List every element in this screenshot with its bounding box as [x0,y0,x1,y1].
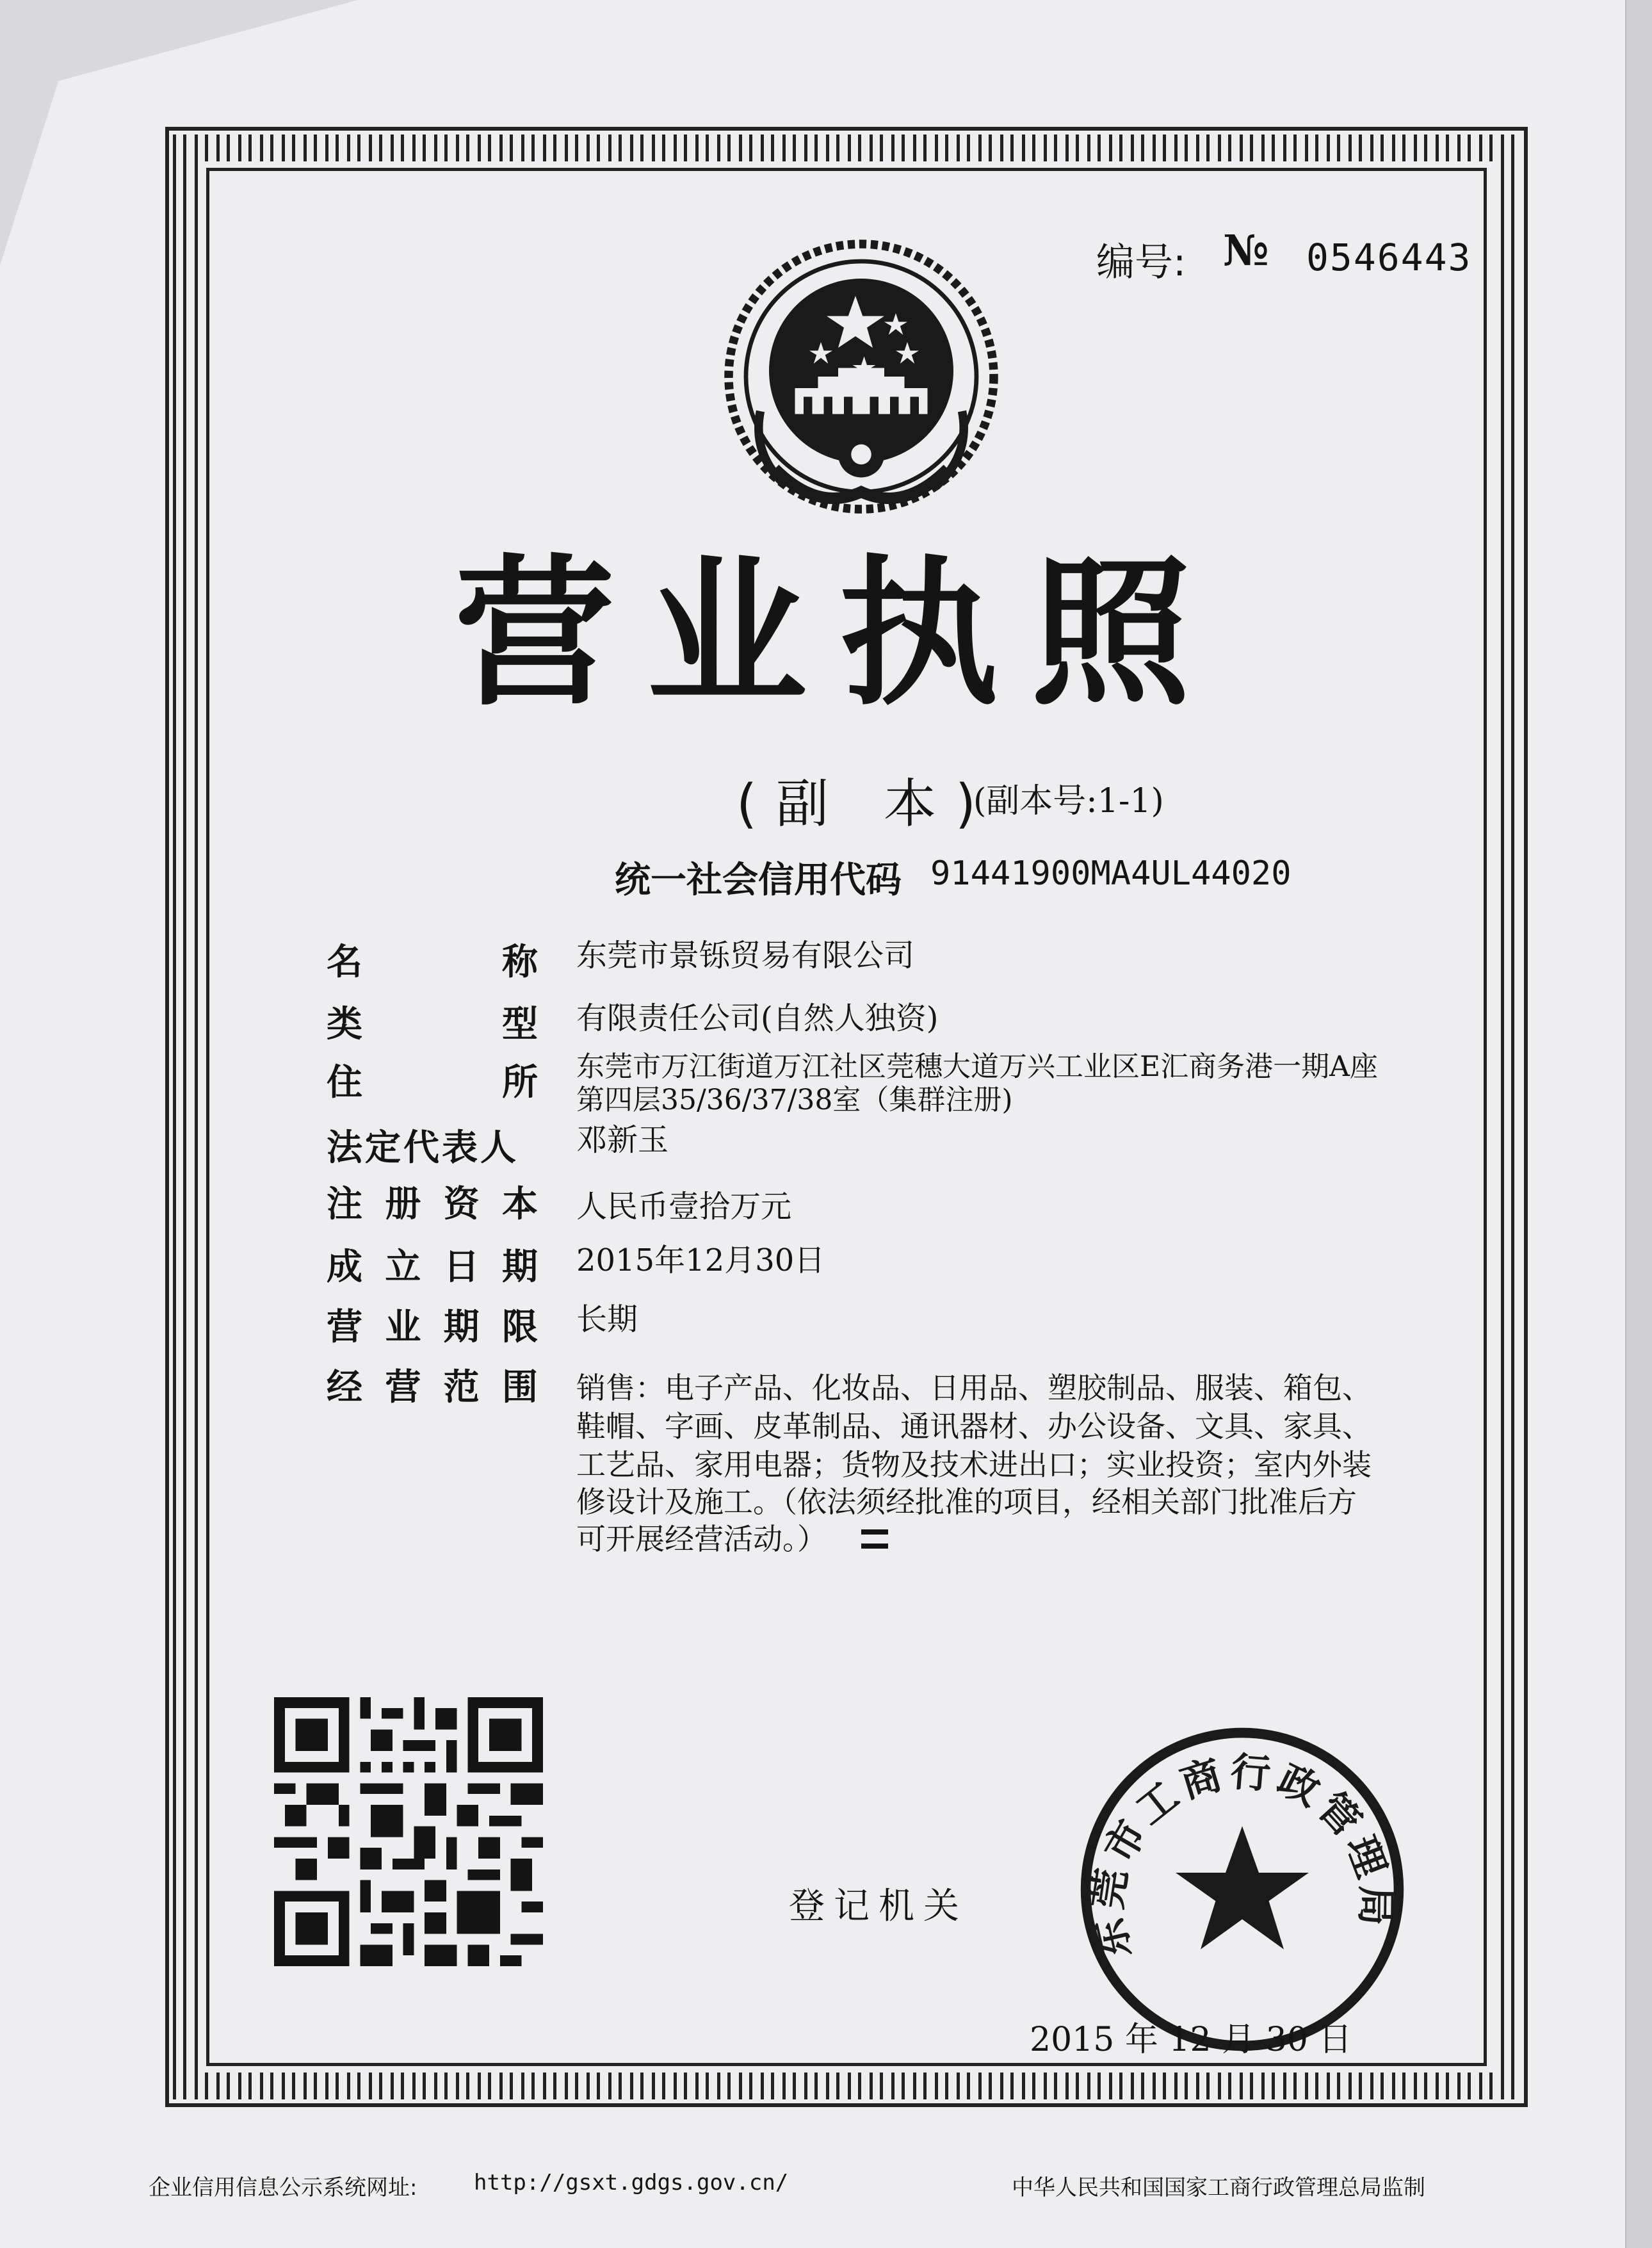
legal-rep-label: 法定代表人 [327,1127,519,1169]
capital-value: 人民币壹拾万元 [576,1189,792,1225]
end-mark [861,1529,888,1549]
credit-code-value: 91441900MA4UL44020 [930,854,1292,893]
address-label: 住 所 [327,1062,538,1104]
document-title: 营业执照 [455,541,1223,727]
credit-code-label: 统一社会信用代码 [615,859,902,901]
name-label: 名 称 [327,941,538,983]
scope-line: 修设计及施工。（依法须经批准的项目，经相关部门批准后方 [576,1485,1357,1519]
seal-text: 东莞市工商行政管理局 [1083,1748,1400,1964]
address-value: 东莞市万江街道万江社区莞穗大道万兴工业区E汇商务港一期A座 第四层35/36/37/38室（集群注册) [576,1050,1378,1116]
established-value: 2015年12月30日 [576,1242,825,1278]
established-label: 成 立 日 期 [327,1246,538,1288]
national-emblem-icon [717,238,1005,526]
scan-edge [1625,0,1652,2248]
serial-number: 0546443 [1306,236,1472,279]
registration-authority-label: 登记机关 [789,1886,968,1927]
capital-label: 注 册 资 本 [327,1184,538,1225]
qr-code-icon [274,1697,543,1966]
official-seal-icon [1076,1723,1409,2056]
serial-label: 编号: [1096,240,1186,285]
scope-line: 可开展经营活动。） [576,1522,827,1556]
copy-label: (副 本) [736,774,996,835]
copy-number: (副本号:1-1) [973,782,1164,820]
scope-line: 工艺品、家用电器；货物及技术进出口；实业投资；室内外装 [576,1447,1372,1482]
scope-line: 销售：电子产品、化妆品、日用品、塑胶制品、服装、箱包、 [576,1371,1372,1405]
serial-symbol: № [1223,225,1269,275]
type-value: 有限责任公司(自然人独资) [576,1000,939,1036]
footer-website-url: http://gsxt.gdgs.gov.cn/ [474,2170,789,2195]
footer-website-label: 企业信用信息公示系统网址: [149,2175,417,2201]
term-value: 长期 [576,1301,638,1337]
legal-rep-value: 邓新玉 [576,1122,669,1158]
footer-supervisor: 中华人民共和国国家工商行政管理总局监制 [1012,2175,1425,2201]
type-label: 类 型 [327,1004,538,1045]
name-value: 东莞市景铄贸易有限公司 [576,938,915,973]
term-label: 营 业 期 限 [327,1307,538,1348]
scope-label: 经 营 范 围 [327,1367,538,1408]
scope-line: 鞋帽、字画、皮革制品、通讯器材、办公设备、文具、家具、 [576,1409,1372,1444]
issue-date: 2015 年 12 月 30 日 [1030,2021,1352,2059]
